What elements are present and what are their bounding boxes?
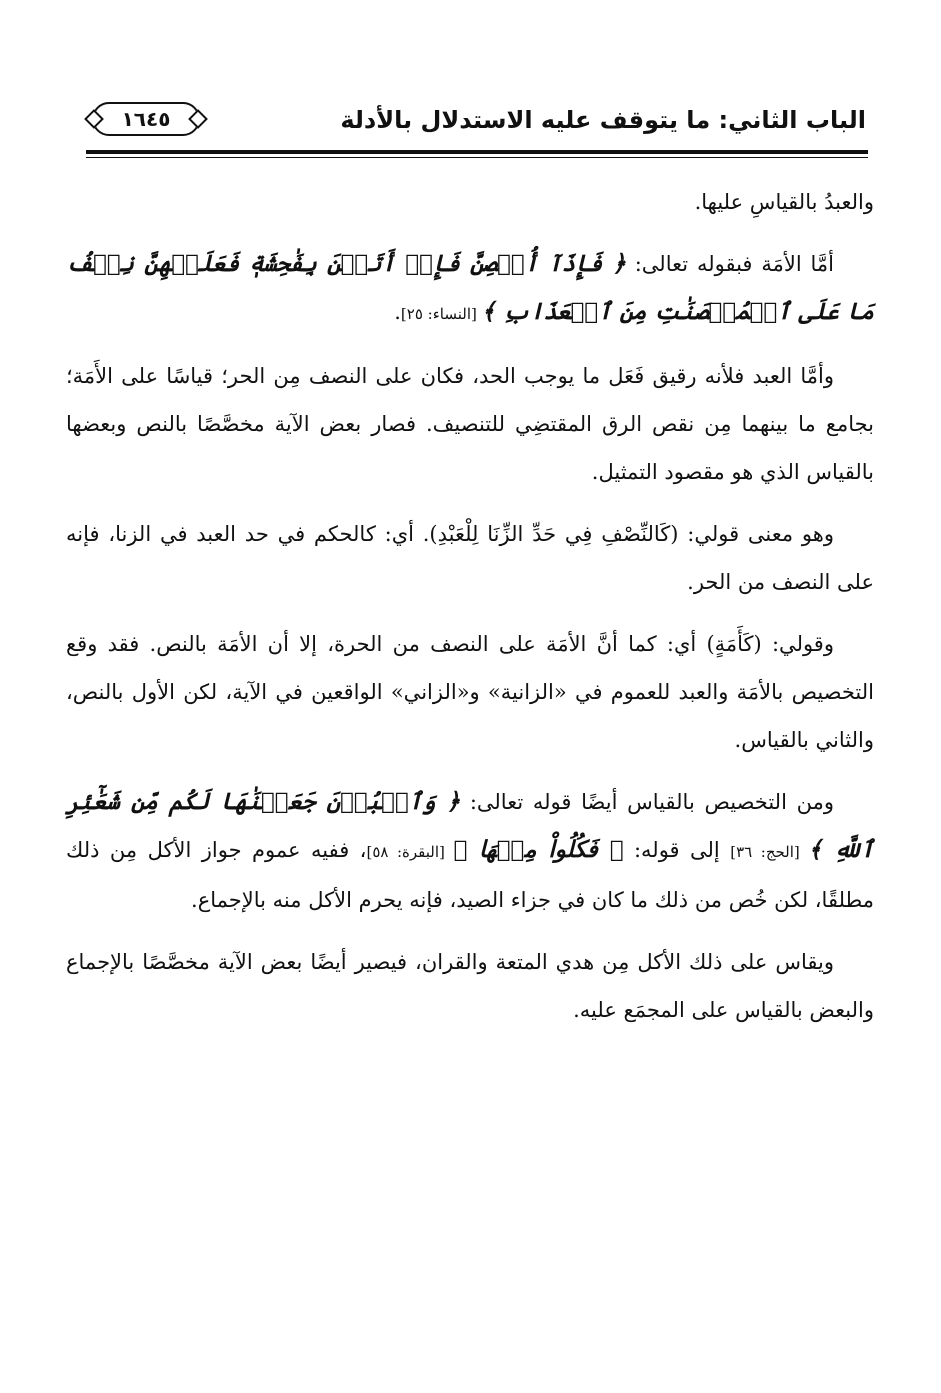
page-number: ١٦٤٥ <box>121 107 171 131</box>
paragraph-2 <box>66 240 874 338</box>
quran-verse-baqara: ﴿ فَكُلُواْ مِنۡهَا ﴾ <box>453 836 624 863</box>
verse-reference-hajj: [الحج: ٣٦] <box>730 843 809 861</box>
paragraph-6 <box>66 778 874 924</box>
paragraph-7: ويقاس على ذلك الأكل مِن هدي المتعة والقران، فيصير أيضًا بعض الآية مخصَّصًا بالإجماع والبعض بالقياس على المجمَع عليه. <box>66 950 874 1022</box>
quran-verse-hajj: ﴿ وَٱلۡبُدۡنَ جَعَلۡنَٰهَا لَكُم مِّن شَعَٰٓئِرِ ٱللَّهِ ﴾ <box>66 788 875 863</box>
paragraph-2-intro: أمَّا الأمَة فبقوله تعالى: <box>625 252 835 276</box>
quran-verse-nisa: ﴿ فَإِذَآ أُحۡصِنَّ فَإِنۡ أَتَيۡنَ بِفَٰحِشَةٖ فَعَلَيۡهِنَّ نِصۡفُ مَا عَلَى ٱلۡمُحۡصَنَٰتِ مِنَ ٱلۡعَذَابِ ﴾ <box>66 250 874 325</box>
running-header <box>86 98 866 150</box>
chapter-title: الباب الثاني: ما يتوقف عليه الاستدلال بالأدلة <box>340 106 866 134</box>
paragraph-5: وقولي: (كَأَمَةٍ) أي: كما أنَّ الأمَة على النصف من الحرة، إلا أن الأمَة بالنص. فقد وقع التخصيص بالأمَة والعبد للعموم في «الزانية» و«الزاني» الواقعين في الآية، لكن الأول بالنص، والثاني بالقياس. <box>66 632 874 752</box>
verse-reference-nisa: [النساء: ٢٥] <box>400 305 482 323</box>
paragraph-3: وأمَّا العبد فلأنه رقيق فَعَل ما يوجب الحد، فكان على النصف مِن الحر؛ قياسًا على الأَمَة؛ بجامع ما بينهما مِن نقص الرق المقتضِي للتنصيف. فصار بعض الآية مخصَّصًا بالنص وبعضها بالقياس الذي هو مقصود التمثيل. <box>66 364 874 484</box>
paragraph-2-end: . <box>394 300 401 324</box>
header-rule-thin <box>86 157 868 158</box>
paragraph-6-intro: ومن التخصيص بالقياس أيضًا قوله تعالى: <box>460 790 834 814</box>
verse-reference-baqara: [البقرة: ٥٨] <box>366 843 454 861</box>
body-text <box>66 178 874 1048</box>
paragraph-1: والعبدُ بالقياسِ عليها. <box>694 190 874 214</box>
page-number-badge <box>92 102 200 136</box>
header-rule-thick <box>86 150 868 154</box>
paragraph-6-end: ، ففيه عموم جواز الأكل مِن ذلك مطلقًا، لكن خُص من ذلك ما كان في جزاء الصيد، فإنه يحرم الأكل منه بالإجماع. <box>66 838 874 912</box>
paragraph-6-mid: إلى قوله: <box>623 838 731 862</box>
paragraph-4: وهو معنى قولي: (كَالنِّصْفِ فِي حَدِّ الزِّنَا لِلْعَبْدِ). أي: كالحكم في حد العبد في الزنا، فإنه على النصف من الحر. <box>66 522 874 594</box>
